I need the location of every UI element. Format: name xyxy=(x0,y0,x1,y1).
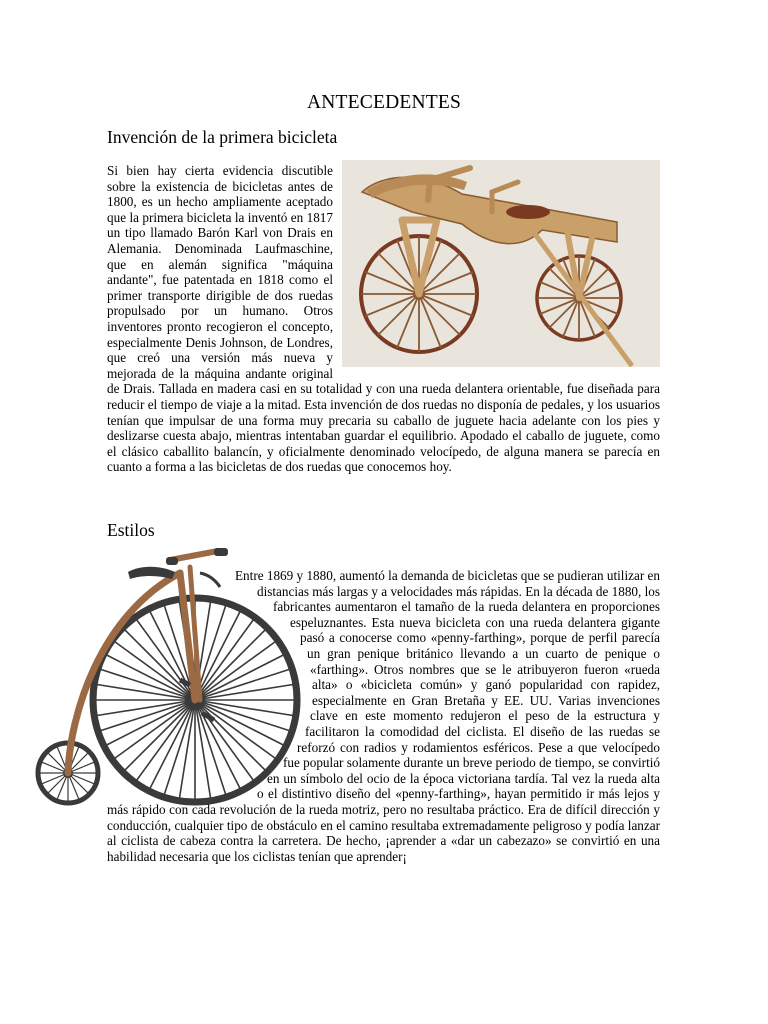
draisine-photo xyxy=(342,160,660,367)
section-styles-paragraph: Entre 1869 y 1880, aumentó la demanda de bicicletas que se pudieran utilizar en distancias más largas y a velocidades más rápidas. En la década de 1880, los fabricantes aumentaron el tamaño de la rueda delantera en proporciones espeluznantes. Esta nueva bicicleta con una rueda delantera gigante pasó a conocerse como «penny-farthing», porque de perfil parecía un gran penique británico llevando a un cuarto de penique o «farthing». Otros nombres que se le atribuyeron fueron «rueda alta» o «bicicleta común» y ganó popularidad con rapidez, especialmente en Gran Bretaña y EE. UU. Varias invenciones clave en este momento redujeron el peso de la estructura y facilitaron la comodidad del ciclista. El diseño de las ruedas se reforzó con radios y rodamientos esféricos. Pese a que velocípedo fue popular solamente durante un breve periodo de tiempo, se convirtió en un símbolo del ocio de la época victoriana tardía. Tal vez la rueda alta o el distintivo diseño del «penny-farthing», hayan permitido ir más lejos y más rápido con cada revolución de la rueda motriz, pero no resultaba práctico. Era de difícil dirección y conducción, cualquier tipo de obstáculo en el camino resultaba extremadamente peligroso y podía lanzar al ciclista de cabeza contra la carretera. De hecho, ¡aprender a «dar un cabezazo» se convirtió en una habilidad necesaria que los ciclistas tenían que aprender¡ xyxy=(107,568,660,864)
section-styles xyxy=(107,568,660,864)
section-heading-styles: Estilos xyxy=(107,520,155,540)
page-title: ANTECEDENTES xyxy=(306,92,462,113)
section-invention-paragraph: Si bien hay cierta evidencia discutible sobre la existencia de bicicletas antes de 1800, es un hecho ampliamente aceptado que la primera bicicleta la inventó en 1817 un tipo llamado Barón Karl von Drais en Alemania. Denominada Laufmaschine, que en alemán significa "máquina andante", fue patentada en 1818 como el primer transporte dirigible de dos ruedas propulsado por un humano. Otros inventores pronto recogieron el concepto, especialmente Denis Johnson, de Londres, que creó una versión más nueva y mejorada de la máquina andante original de Drais. Tallada en madera casi en su totalidad y con una rueda delantera orientable, fue diseñada para reducir el tiempo de viaje a la mitad. Esta invención de dos ruedas no disponía de pedales, y los usuarios tenían que impulsar de una forma muy precaria su caballo de juguete hacia adelante con los pies y deslizarse cuesta abajo, mientras intentaban guardar el equilibrio. Apodado el caballo de juguete, como el clásico caballito balancín, y oficialmente denominado velocípedo, de alguna manera se parecía en cuanto a forma a las bicicletas de dos ruedas que conocemos hoy. xyxy=(107,163,660,475)
section-heading-invention: Invención de la primera bicicleta xyxy=(107,127,338,147)
section-invention xyxy=(107,163,660,475)
